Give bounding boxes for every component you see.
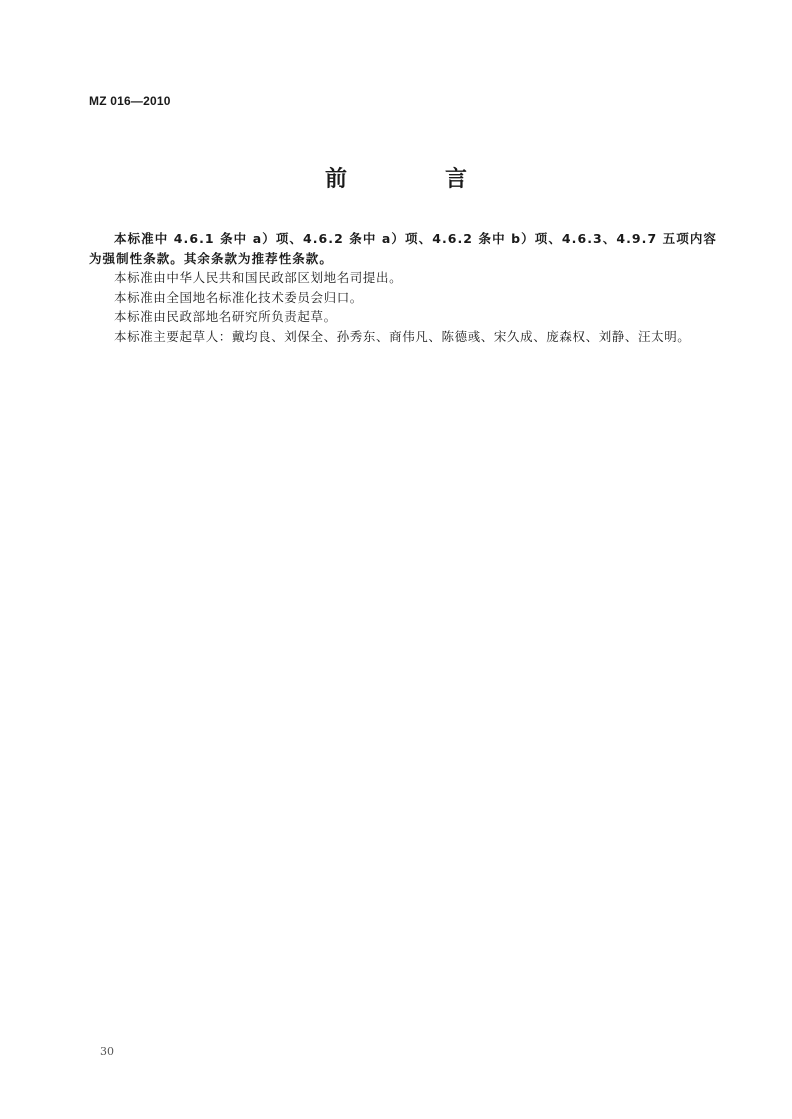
administrator-paragraph: 本标准由全国地名标准化技术委员会归口。 (114, 289, 363, 305)
drafters-paragraph: 本标准主要起草人：戴均良、刘保全、孙秀东、商伟凡、陈德彧、宋久成、庞森权、刘静、汪太明。 (114, 328, 691, 344)
preface-body (89, 229, 717, 346)
mandatory-clause-paragraph: 本标准中 4.6.1 条中 a）项、4.6.2 条中 a）项、4.6.2 条中 b）项、4.6.3、4.9.7 五项内容为强制性条款。其余条款为推荐性条款。 (89, 231, 717, 266)
page-title: 前 言 (324, 167, 505, 192)
page-number: 30 (100, 1045, 114, 1058)
proposer-paragraph: 本标准由中华人民共和国民政部区划地名司提出。 (114, 270, 403, 285)
drafting-unit-paragraph: 本标准由民政部地名研究所负责起草。 (114, 309, 337, 324)
standard-code: MZ 016—2010 (89, 94, 171, 108)
